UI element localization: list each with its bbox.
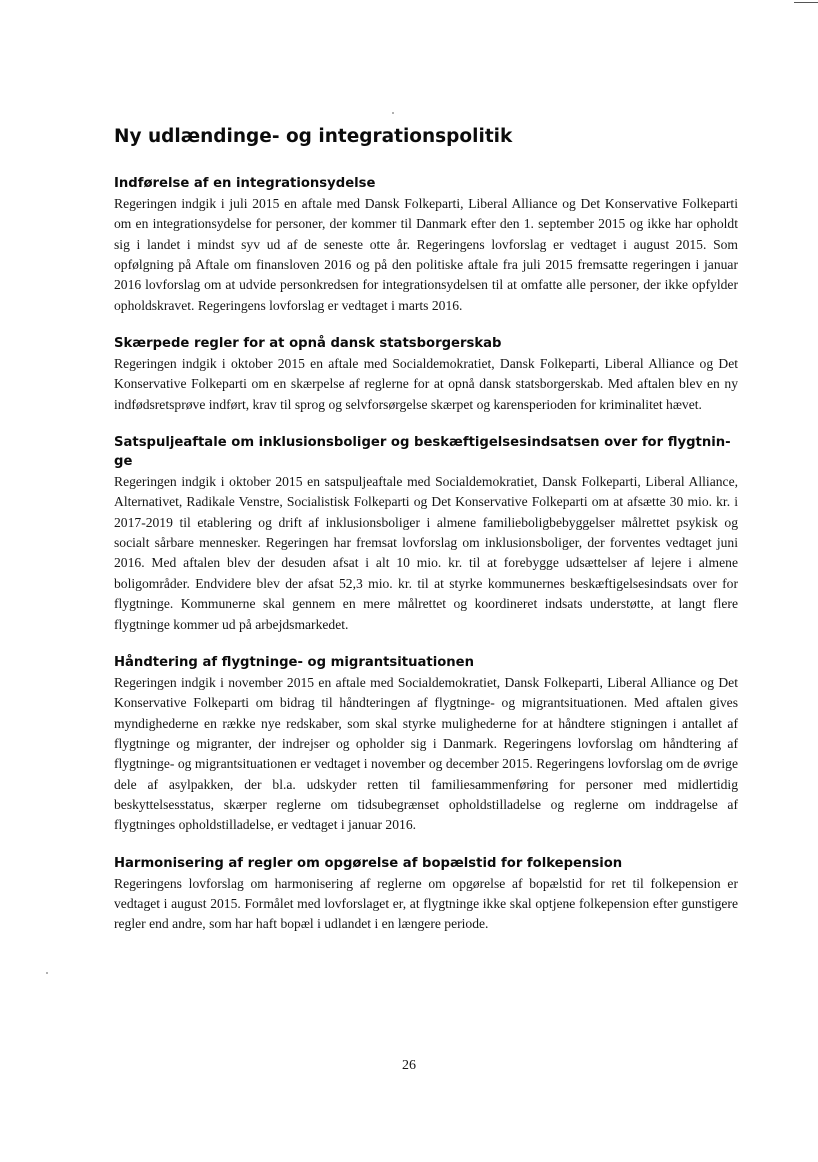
section-flygtninge-migrant — [114, 653, 738, 836]
section-satspuljeaftale — [114, 433, 738, 635]
scan-artifact-dot — [46, 972, 48, 974]
section-body: Regeringen indgik i oktober 2015 en satspuljeaftale med Socialdemokratiet, Dansk Folkeparti, Liberal Alliance, Alternativet, Radikale Venstre, Socialistisk Folkeparti og Det Konservative Folkeparti om at afsætte 30 mio. kr. i 2017-2019 til etablering og drift af inklusionsboliger i almene familieboligbebyggelser målrettet psykisk og socialt sårbare mennesker. Regeringen har fremsat lovforslag om inklusionsboliger, der forventes vedtaget juni 2016. Med aftalen blev der desuden afsat i alt 10 mio. kr. til at forebygge udsættelser af lejere i almene boligområder. Endvidere blev der afsat 52,3 mio. kr. til at styrke kommunernes beskæftigelsesindsats over for flygtninge. Kommunerne skal gennem en mere målrettet og koordineret indsats understøtte, at langt flere flygtninge kommer ud på arbejdsmarkedet. — [114, 474, 738, 632]
section-body: Regeringen indgik i juli 2015 en aftale med Dansk Folkeparti, Liberal Alliance og Det Konservative Folkeparti om en integrationsydelse for personer, der kommer til Danmark efter den 1. september 2015 og ikke har opholdt sig i landet i mindst syv ud af de seneste otte år. Regeringens lovforslag er vedtaget i august 2015. Som opfølgning på Aftale om finansloven 2016 og på den politiske aftale fra juli 2015 fremsatte regeringen i januar 2016 lovforslag om at udvide personkredsen for integrationsydelsen til at omfatte alle personer, der ikke opfylder opholdskravet. Regeringens lovforslag er vedtaget i marts 2016. — [114, 196, 738, 313]
section-body: Regeringens lovforslag om harmonisering af reglerne om opgørelse af bopælstid for ret til folkepension er vedtaget i august 2015. Formålet med lovforslaget er, at flygtninge ikke skal optjene folkepension efter gunstigere regler end andre, som har haft bopæl i udlandet i en længere periode. — [114, 875, 738, 932]
section-heading: Håndtering af flygtninge- og migrantsituationen — [114, 654, 474, 670]
scan-edge-line — [794, 2, 818, 3]
section-body: Regeringen indgik i oktober 2015 en aftale med Socialdemokratiet, Dansk Folkeparti, Liberal Alliance og Det Konservative Folkeparti om en skærpelse af reglerne for at opnå dansk statsborgerskab. Med aftalen blev en ny indfødsretsprøve indført, krav til sprog og selvforsørgelse skærpet og karensperioden for kriminalitet hævet. — [114, 356, 738, 412]
section-body: Regeringen indgik i november 2015 en aftale med Socialdemokratiet, Dansk Folkeparti, Liberal Alliance og Det Konservative Folkeparti om bidrag til håndteringen af flygtninge- og migrantsituationen. Med aftalen gives myndighederne en række nye redskaber, som skal styrke mulighederne for at håndtere stigningen i antallet af flygtninge og migranter, der indrejser og opholder sig i Danmark. Regeringens lovforslag om håndtering af flygtninge- og migrantsituationen er vedtaget i november og december 2015. Regeringens lovforslag om de øvrige dele af asylpakken, der bl.a. udskyder retten til familiesammenføring for personer med midlertidig beskyttelsesstatus, skærper reglerne om tidsubegrænset opholdstilladelse og reglerne om inddragelse af flygtninges opholdstilladelse, er vedtaget i januar 2016. — [114, 674, 738, 833]
section-heading: Skærpede regler for at opnå dansk statsborgerskab — [114, 336, 502, 352]
section-statsborgerskab — [114, 334, 738, 415]
scan-artifact-dot — [392, 112, 394, 114]
page-number: 26 — [402, 1058, 416, 1073]
section-folkepension — [114, 854, 738, 935]
section-integrationsydelse — [114, 174, 738, 316]
section-heading: Harmonisering af regler om opgørelse af bopælstid for folkepension — [114, 855, 623, 871]
page-title: Ny udlændinge- og integrationspolitik — [114, 126, 513, 147]
section-heading: Indførelse af en integrationsydelse — [114, 176, 376, 191]
document-content — [114, 124, 738, 953]
section-heading: Satspuljeaftale om inklusionsboliger og beskæftigelsesindsatsen over for flygtnin-ge — [114, 435, 731, 470]
